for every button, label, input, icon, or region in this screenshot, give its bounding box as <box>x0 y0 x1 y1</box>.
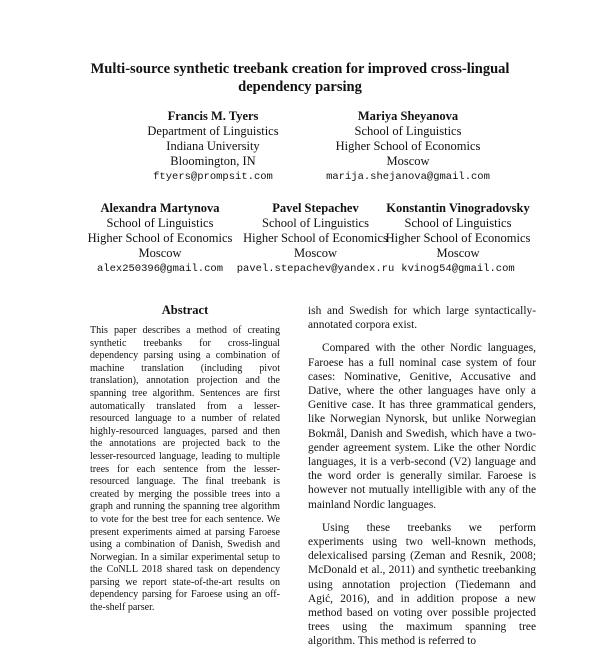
author-affiliation-line: Indiana University <box>166 139 260 153</box>
abstract-heading: Abstract <box>161 303 209 317</box>
author-affiliation-line: Moscow <box>293 246 338 260</box>
author-affiliation-line: Moscow <box>436 246 480 260</box>
author-block <box>80 201 240 277</box>
author-affiliation-line: Higher School of Economics <box>243 231 388 245</box>
author-block <box>128 109 298 185</box>
author-affiliation-line: School of Linguistics <box>404 216 512 230</box>
abstract-text: This paper describes a method of creating synthetic treebanks for cross-lingual dependency parsing using a combination of machine translation (including pivot translation), annotation projection and the spanning tree algorithm. Sentences are first automatically translated from a lesser-resourced language to a number of related highly-resourced languages, parsed and then the annotations are projected back to the lesser-resourced language, leading to multiple trees for each sentence from the lesser-resourced language. The final treebank is created by merging the possible trees into a graph and running the spanning tree algorithm to vote for the best tree for each sentence. We present experiments aimed at parsing Faroese using a combination of Danish, Swedish and Norwegian. In a similar experimental setup to the CoNLL 2018 shared task on dependency parsing we report state-of-the-art results on dependency parsing for Faroese using an off-the-shelf parser. <box>90 325 280 614</box>
author-affiliation-line: Department of Linguistics <box>147 124 279 138</box>
author-affiliation-line: Bloomington, IN <box>170 154 256 168</box>
intro-column <box>308 304 536 658</box>
paper-title: Multi-source synthetic treebank creation for improved cross-lingual dependency parsing <box>90 61 510 95</box>
author-email: marija.shejanova@gmail.com <box>326 171 490 183</box>
author-affiliation-line: School of Linguistics <box>354 124 462 138</box>
body-paragraph: ish and Swedish for which large syntactically-annotated corpora exist. <box>308 305 536 332</box>
author-block <box>228 201 403 277</box>
author-email: alex250396@gmail.com <box>96 263 224 275</box>
author-email: kvinog54@gmail.com <box>401 263 515 275</box>
author-affiliation-line: School of Linguistics <box>262 216 369 230</box>
author-block <box>378 201 538 277</box>
author-email: pavel.stepachev@yandex.ru <box>236 263 395 275</box>
author-name: Pavel Stepachev <box>272 201 359 215</box>
author-name: Mariya Sheyanova <box>357 109 459 123</box>
author-affiliation-line: Higher School of Economics <box>335 139 481 153</box>
author-email: ftyers@prompsit.com <box>153 171 273 183</box>
body-paragraph: Compared with the other Nordic languages, Faroese has a full nominal case system of four cases: Nominative, Genitive, Accusative and Dative, where the other languages have only a Genitive case. It has three grammatical genders, like Norwegian Nynorsk, but unlike Norwegian Bokmål, Danish and Swedish, which have a two-gender agreement system. Like the other Nordic languages, it is a verb-second (V2) language and the word order is generally similar. Faroese is however not mutually intelligible with any of the mainland Nordic languages. <box>308 342 536 511</box>
author-affiliation-line: Higher School of Economics <box>87 231 233 245</box>
author-name: Alexandra Martynova <box>100 201 220 215</box>
body-paragraph: Using these treebanks we perform experiments using two well-known methods, delexicalised parsing (Zeman and Resnik, 2008; McDonald et al., 2011) and synthetic treebanking using annotation projection (Tiedemann and Agić, 2016), and in addition propose a new method based on voting over possible projected trees using the maximum spanning tree algorithm. This method is referred to <box>308 521 536 648</box>
author-block <box>308 109 508 185</box>
author-affiliation-line: Moscow <box>386 154 430 168</box>
author-affiliation-line: Higher School of Economics <box>385 231 531 245</box>
author-affiliation-line: Moscow <box>138 246 182 260</box>
author-name: Francis M. Tyers <box>167 109 259 123</box>
author-affiliation-line: School of Linguistics <box>106 216 214 230</box>
author-name: Konstantin Vinogradovsky <box>386 201 530 215</box>
